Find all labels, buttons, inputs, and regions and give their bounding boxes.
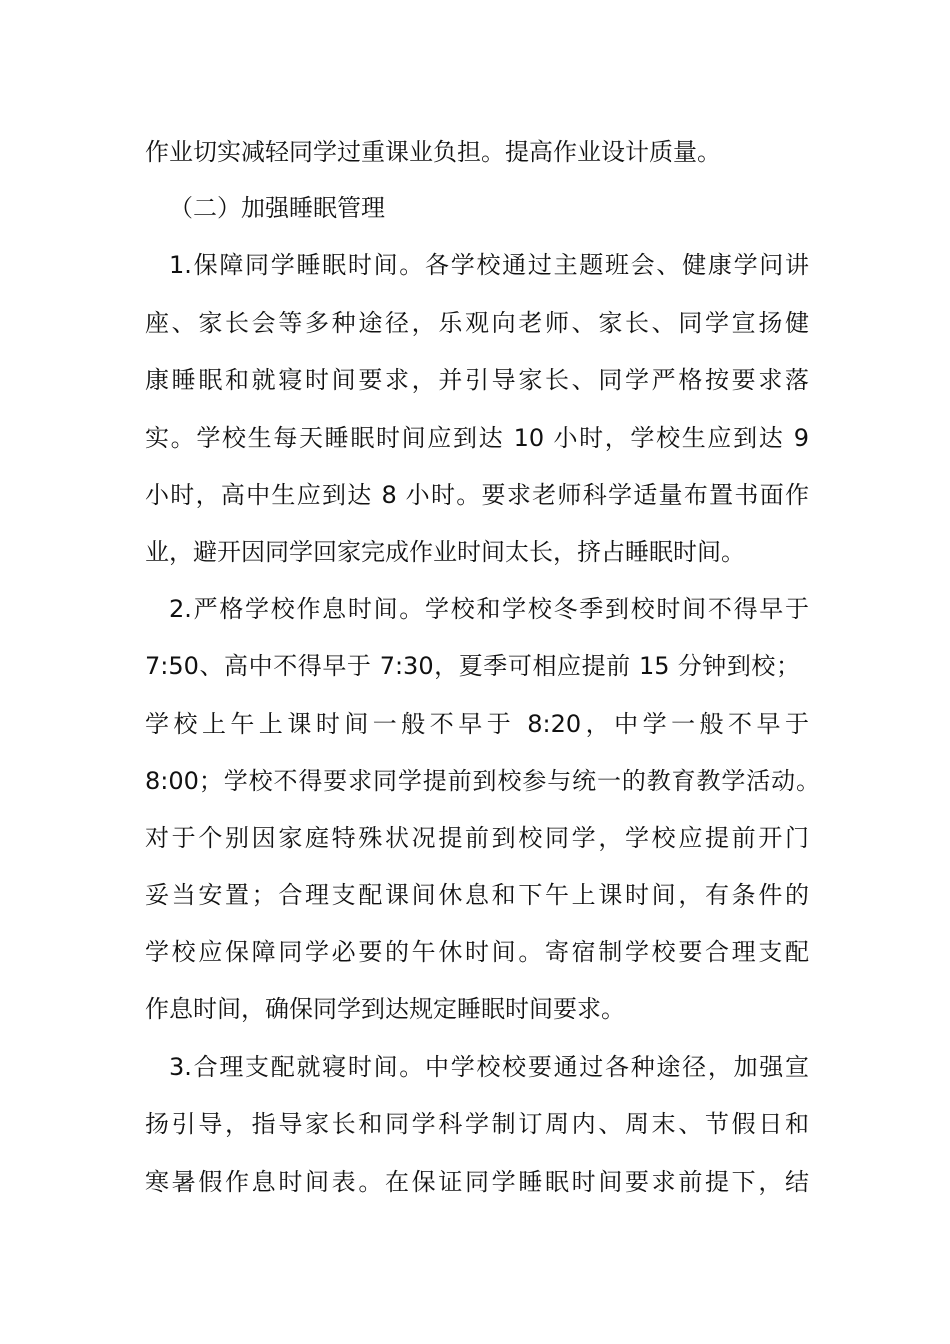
body-text-line: 座、家长会等多种途径，乐观向老师、家长、同学宣扬健 [145,309,809,337]
item-1-first-line: 1.保障同学睡眠时间。各学校通过主题班会、健康学问讲 [169,251,809,279]
body-text-line: 康睡眠和就寝时间要求，并引导家长、同学严格按要求落 [145,366,809,394]
body-text-line: 对于个别因家庭特殊状况提前到校同学，学校应提前开门 [145,824,809,852]
item-2-first-line: 2.严格学校作息时间。学校和学校冬季到校时间不得早于 [169,595,809,623]
body-text-line: 寒暑假作息时间表。在保证同学睡眠时间要求前提下，结 [145,1168,809,1196]
body-text-line: 业，避开因同学回家完成作业时间太长，挤占睡眠时间。 [145,538,745,566]
body-text-line: 8:00；学校不得要求同学提前到校参与统一的教育教学活动。 [145,767,820,795]
body-text-line: 学校应保障同学必要的午休时间。寄宿制学校要合理支配 [145,938,809,966]
body-text-line: 作业切实减轻同学过重课业负担。提高作业设计质量。 [145,138,721,166]
body-text-line: 实。学校生每天睡眠时间应到达 10 小时，学校生应到达 9 [145,424,809,452]
body-text-line: 妥当安置；合理支配课间休息和下午上课时间，有条件的 [145,881,809,909]
body-text-line: 小时，高中生应到达 8 小时。要求老师科学适量布置书面作 [145,481,809,509]
body-text-line: 扬引导，指导家长和同学科学制订周内、周末、节假日和 [145,1110,809,1138]
section-heading: （二）加强睡眠管理 [169,194,385,222]
item-3-first-line: 3.合理支配就寝时间。中学校校要通过各种途径，加强宣 [169,1053,809,1081]
body-text-line: 学校上午上课时间一般不早于 8:20，中学一般不早于 [145,710,809,738]
body-text-line: 7:50、高中不得早于 7:30，夏季可相应提前 15 分钟到校； [145,652,800,680]
body-text-line: 作息时间，确保同学到达规定睡眠时间要求。 [145,995,625,1023]
